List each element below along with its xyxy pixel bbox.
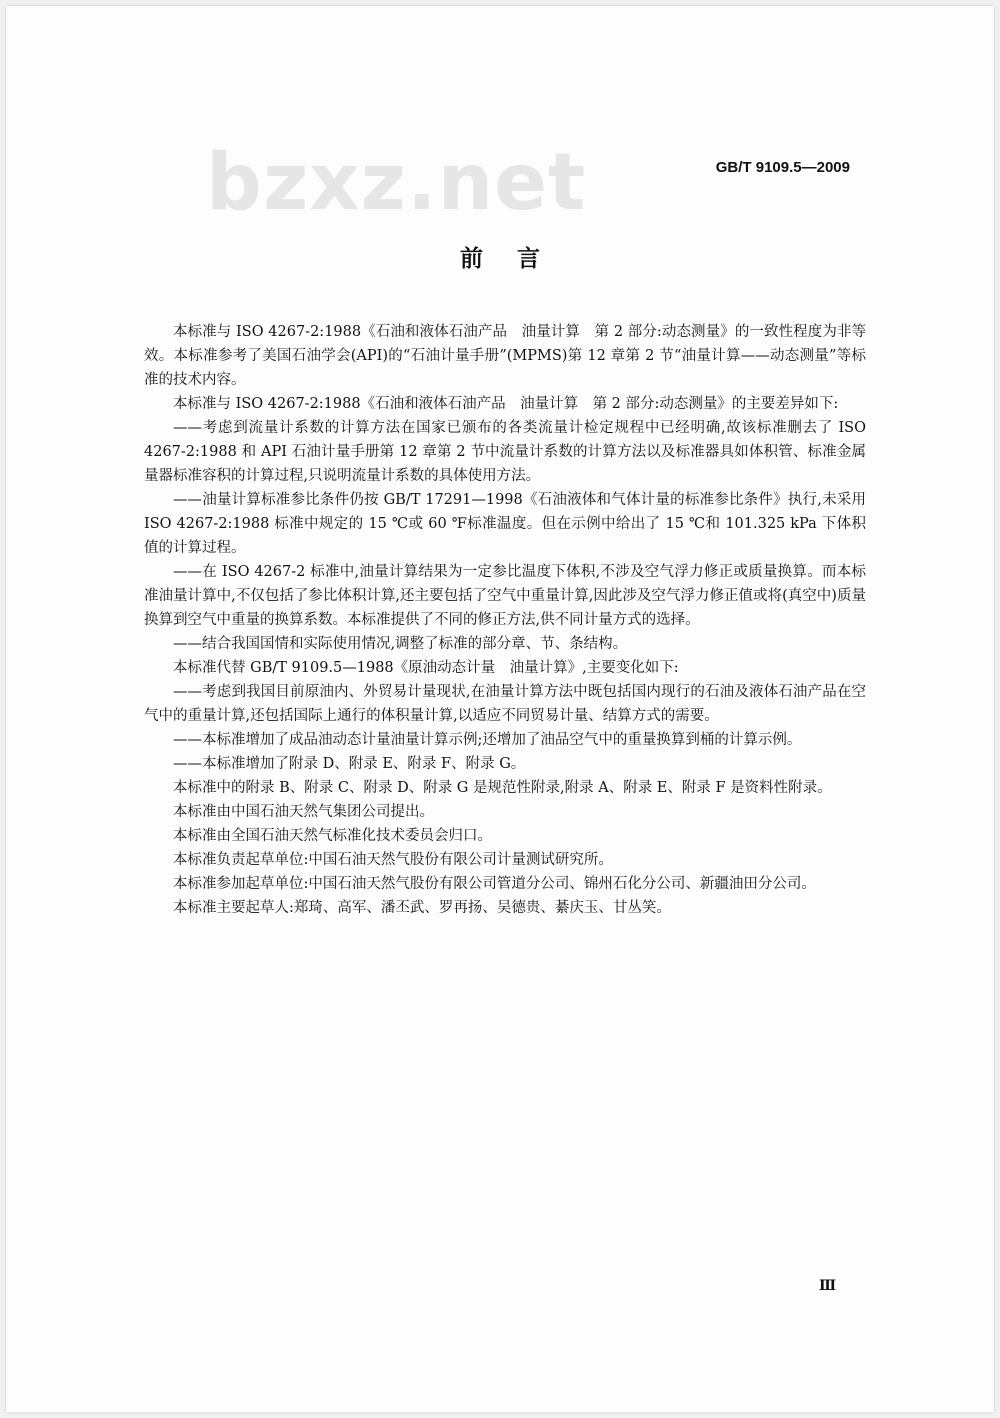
paragraph: 本标准与 ISO 4267-2:1988《石油和液体石油产品 油量计算 第 2 部分:动态测量》的主要差异如下: (173, 396, 839, 412)
standard-number: GB/T 9109.5—2009 (715, 159, 850, 176)
list-item: ——考虑到我国目前原油内、外贸易计量现状,在油量计算方法中既包括国内现行的石油及液体石油产品在空气中的重量计算,还包括国际上通行的体积量计算,以适应不同贸易计量、结算方式的需要。 (144, 684, 866, 724)
paragraph: 本标准参加起草单位:中国石油天然气股份有限公司管道分公司、锦州石化分公司、新疆油田分公司。 (173, 876, 816, 892)
list-item: ——本标准增加了成品油动态计量油量计算示例;还增加了油品空气中的重量换算到桶的计算示例。 (173, 732, 802, 748)
paragraph: 本标准负责起草单位:中国石油天然气股份有限公司计量测试研究所。 (173, 852, 613, 868)
paragraph: 本标准由中国石油天然气集团公司提出。 (173, 804, 434, 820)
list-item: ——考虑到流量计系数的计算方法在国家已颁布的各类流量计检定规程中已经明确,故该标准删去了 ISO 4267-2:1988 和 API 石油计量手册第 12 章第 2 节中流量计系数的计算方法以及标准器具如体积管、标准金属量器标准容积的计算过程,只说明流量计系数的具体使用方法。 (144, 420, 866, 484)
list-item: ——本标准增加了附录 D、附录 E、附录 F、附录 G。 (173, 756, 526, 772)
list-item: ——油量计算标准参比条件仍按 GB/T 17291—1998《石油液体和气体计量的标准参比条件》执行,未采用 ISO 4267-2:1988 标准中规定的 15 ℃或 60 ℉标准温度。但在示例中给出了 15 ℃和 101.325 kPa 下体积值的计算过程。 (144, 492, 866, 556)
document-body (144, 320, 866, 920)
list-item: ——结合我国国情和实际使用情况,调整了标准的部分章、节、条结构。 (173, 636, 628, 652)
list-item: ——在 ISO 4267-2 标准中,油量计算结果为一定参比温度下体积,不涉及空气浮力修正或质量换算。而本标准油量计算中,不仅包括了参比体积计算,还主要包括了空气中重量计算,因此涉及空气浮力修正值或将(真空中)质量换算到空气中重量的换算系数。本标准提供了不同的修正方法,供不同计量方式的选择。 (144, 564, 866, 628)
page-title: 前言 (460, 246, 574, 272)
paragraph: 本标准中的附录 B、附录 C、附录 D、附录 G 是规范性附录,附录 A、附录 E、附录 F 是资料性附录。 (173, 780, 832, 796)
paragraph: 本标准代替 GB/T 9109.5—1988《原油动态计量 油量计算》,主要变化如下: (173, 660, 679, 676)
paragraph: 本标准由全国石油天然气标准化技术委员会归口。 (173, 828, 492, 844)
paragraph: 本标准主要起草人:郑琦、高军、潘丕武、罗再扬、吴德贵、綦庆玉、甘丛笑。 (173, 900, 671, 916)
paragraph: 本标准与 ISO 4267-2:1988《石油和液体石油产品 油量计算 第 2 部分:动态测量》的一致性程度为非等效。本标准参考了美国石油学会(API)的“石油计量手册”(MPMS)第 12 章第 2 节“油量计算——动态测量”等标准的技术内容。 (144, 324, 866, 388)
watermark: bzxz.net (206, 138, 587, 228)
document-page (6, 6, 994, 1412)
page-number: Ⅲ (818, 1278, 836, 1294)
